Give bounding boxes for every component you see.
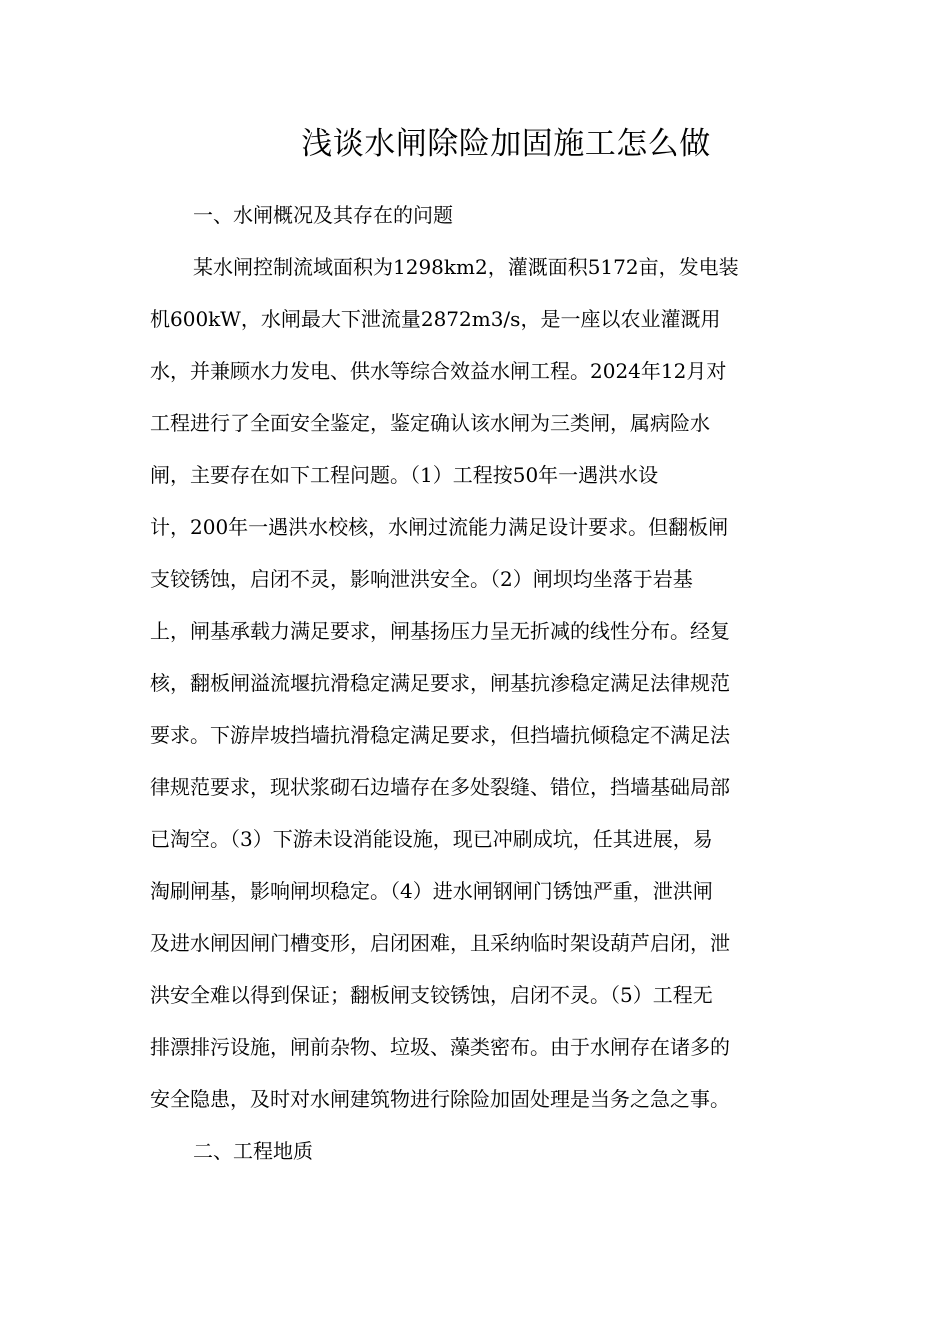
paragraph-line-12: 已淘空。（3）下游未设消能设施，现已冲刷成坑，任其进展，易 — [150, 827, 713, 851]
section-heading-1: 一、水闸概况及其存在的问题 — [193, 203, 453, 227]
paragraph-line-9: 核，翻板闸溢流堰抗滑稳定满足要求，闸基抗渗稳定满足法律规范 — [150, 671, 730, 695]
document-title: 浅谈水闸除险加固施工怎么做 — [301, 126, 711, 162]
section-heading-2: 二、工程地质 — [193, 1139, 313, 1163]
paragraph-line-6: 计，200年一遇洪水校核，水闸过流能力满足设计要求。但翻板闸 — [150, 515, 729, 539]
paragraph-line-7: 支铰锈蚀，启闭不灵，影响泄洪安全。（2）闸坝均坐落于岩基 — [150, 567, 693, 591]
paragraph-line-3: 水，并兼顾水力发电、供水等综合效益水闸工程。2024年12月对 — [150, 359, 727, 383]
paragraph-line-2: 机600kW，水闸最大下泄流量2872m3/s，是一座以农业灌溉用 — [150, 307, 721, 331]
paragraph-line-11: 律规范要求，现状浆砌石边墙存在多处裂缝、错位，挡墙基础局部 — [150, 775, 730, 799]
paragraph-line-16: 排漂排污设施，闸前杂物、垃圾、藻类密布。由于水闸存在诸多的 — [150, 1035, 730, 1059]
paragraph-line-13: 淘刷闸基，影响闸坝稳定。（4）进水闸钢闸门锈蚀严重，泄洪闸 — [150, 879, 713, 903]
paragraph-line-4: 工程进行了全面安全鉴定，鉴定确认该水闸为三类闸，属病险水 — [150, 411, 710, 435]
paragraph-line-8: 上，闸基承载力满足要求，闸基扬压力呈无折减的线性分布。经复 — [150, 619, 730, 643]
paragraph-line-10: 要求。下游岸坡挡墙抗滑稳定满足要求，但挡墙抗倾稳定不满足法 — [150, 723, 730, 747]
paragraph-line-15: 洪安全难以得到保证；翻板闸支铰锈蚀，启闭不灵。（5）工程无 — [150, 983, 713, 1007]
paragraph-line-1: 某水闸控制流域面积为1298km2，灌溉面积5172亩，发电装 — [193, 255, 739, 279]
paragraph-line-14: 及进水闸因闸门槽变形，启闭困难，且采纳临时架设葫芦启闭，泄 — [150, 931, 730, 955]
paragraph-line-17: 安全隐患，及时对水闸建筑物进行除险加固处理是当务之急之事。 — [150, 1087, 730, 1111]
paragraph-line-5: 闸，主要存在如下工程问题。（1）工程按50年一遇洪水设 — [150, 463, 659, 487]
